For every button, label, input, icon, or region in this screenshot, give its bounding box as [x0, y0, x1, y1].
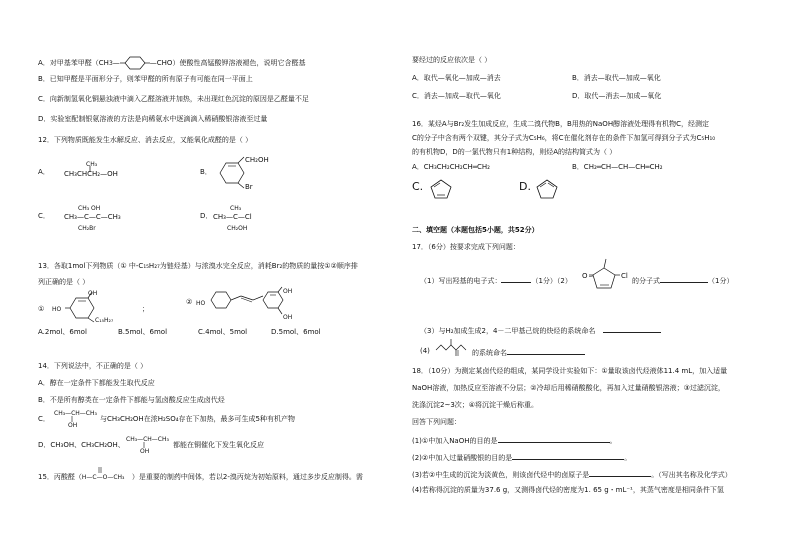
q12-d-formula: CH₃—C—Cl — [213, 213, 252, 221]
q13-mol2-ho: HO — [196, 300, 206, 307]
q18-line-4: 回答下列问题： — [412, 418, 461, 426]
q12-c-bot: CH₂Br — [78, 225, 96, 232]
q17-part-2: 的分子式 （1分） — [632, 277, 734, 285]
q13-mol2-label: ② — [186, 298, 193, 306]
q13-stem-2: 列正确的是（ ） — [38, 278, 90, 286]
q13-mol1-ho: HO — [52, 306, 62, 313]
q16-option-c-label: C. — [412, 180, 424, 193]
q12-a-top: CH₃ — [86, 161, 98, 168]
q14-option-b: B．不是所有醇类在一定条件下都能与氢卤酸反应生成卤代烃 — [38, 396, 225, 404]
q14-option-c-mol-top: CH₃—CH—CH₃ — [54, 410, 97, 417]
q12-stem: 12．下列物质既能发生水解反应、消去反应，又能氧化成醛的是（ ） — [38, 136, 253, 144]
q17-alkene-skeleton-icon — [434, 338, 468, 356]
q12-c-formula: CH₃—C—C—CH₃ — [64, 213, 121, 221]
q15-option-a: A．取代—氧化—加成—消去 — [412, 74, 501, 82]
q12-label-a: A． — [38, 168, 50, 176]
q17-part-1: （1）写出羟基的电子式： （1分）（2） — [420, 277, 572, 285]
q13-option-a: A.2mol、6mol — [38, 328, 87, 336]
q13-stem-1: 13．各取1mol下列物质（① 中-C₁₅H₂₇为链烃基）与浓溴水完全反应，消耗Br₂的物质的量按①②顺序排 — [38, 262, 358, 270]
q12-b-br: Br — [245, 183, 253, 191]
q12-label-b: B． — [200, 168, 212, 176]
q18-answer-1: (1)①中加入NaOH的目的是 。 — [412, 437, 617, 445]
q18-line-2: NaOH溶液，加热反应至溶液不分层；②冷却后用稀硝酸酸化，再加入过量硝酸银溶液；③过滤沉淀， — [412, 384, 725, 392]
q13-option-b: B.5mol、6mol — [118, 328, 168, 336]
q14-option-c-text: 与CH₃CH₂OH在浓H₂SO₄存在下加热，最多可生成5种有机产物 — [100, 415, 295, 423]
q13-mol2-oh1: OH — [283, 288, 293, 295]
q17-part-4-label: (4) — [420, 347, 430, 355]
q16-option-d-label: D. — [519, 180, 531, 193]
q12-b-ch2oh: CH₂OH — [245, 156, 269, 164]
q13-option-c: C.4mol、5mol — [198, 328, 248, 336]
q15-option-d: D．取代—消去—加成—氧化 — [572, 92, 662, 100]
q14-option-d-mol-bot: OH — [140, 448, 150, 455]
q18-line-1: 18．（10分）为测定某卤代烃的组成，某同学设计实验如下：①量取该卤代烃液体11.4 mL，加入适量 — [412, 367, 728, 375]
q17-part-4: 的系统命名 — [472, 347, 585, 358]
q16-line-3: 的有机物D，D的一氯代物只有1种结构，则烃A的结构简式为（ ） — [412, 148, 617, 156]
q12-a-bond — [89, 166, 91, 172]
q16-option-b: B．CH₂═CH—CH—CH═CH₂ — [572, 163, 663, 171]
q17-stem: 17．（6分）按要求完成下列问题： — [412, 243, 520, 251]
q12-d-bot: CH₂OH — [227, 225, 248, 232]
q14-option-c-mol-bot: OH — [68, 422, 78, 429]
q18-answer-4: (4)若称得沉淀的质量为37.6 g，又测得卤代烃的密度为1. 65 g・mL⁻¹，其蒸气密度是相同条件下氢 — [412, 486, 724, 494]
q13-mol2-oh2: OH — [283, 314, 293, 321]
section-two-title: 二、填空题（本题包括5小题，共52分） — [412, 226, 539, 234]
benzene-ring-icon — [120, 56, 150, 70]
q16-line-2: C的分子中含有两个双键，其分子式为C₅H₆，将C在催化剂存在的条件下加氢可得到分子式为C₅H₁₀ — [412, 134, 716, 142]
q17-part-3: （3）与H₂加成生成2，4－二甲基己烷的炔烃的系统命名 — [420, 325, 661, 336]
cyclopentene-ring-icon — [534, 178, 560, 200]
q14-option-a: A．醇在一定条件下都能发生取代反应 — [38, 379, 155, 387]
q13-mol1-label: ① — [38, 305, 45, 313]
q12-label-c: C． — [38, 212, 50, 220]
q13-separator: ； — [142, 305, 149, 313]
q17-oxygen-atom: O — [582, 272, 588, 280]
q14-option-d-pre: D．CH₃OH、CH₃CH₂OH、 — [38, 441, 125, 449]
q13-option-d: D.5mol、6mol — [271, 328, 321, 336]
q15-carbonyl-icon — [94, 466, 114, 474]
q12-a-formula: CH₃CHCH₂—OH — [64, 170, 118, 178]
q12-d-top: CH₃ — [230, 205, 242, 212]
q11-option-a: A．对甲基苯甲醛（CH3— —CHO）使酸性高锰酸钾溶液褪色，说明它含醛基 — [38, 56, 305, 70]
q16-option-a: A．CH₃CH₂CH₂CH═CH₂ — [412, 163, 490, 171]
q18-line-3: 洗涤沉淀2~3次；④将沉淀干燥后称重。 — [412, 401, 539, 409]
q11-option-c: C．向新制氢氧化铜悬浊液中滴入乙醛溶液并加热，未出现红色沉淀的原因是乙醛量不足 — [38, 95, 309, 103]
q14-option-d-mol-top: CH₃—CH—CH₃ — [126, 436, 169, 443]
q15-option-b: B．消去—取代—加成—氧化 — [572, 74, 661, 82]
q15-continuation: 要经过的反应依次是（ ） — [412, 56, 492, 64]
q13-mol1-r: C₁₅H₂₇ — [95, 317, 114, 324]
q17-chlorine-atom: Cl — [621, 272, 628, 280]
q15-stem: 15．丙酸醛（ H—C—O—CH₃ ）是重要的制药中间体，若以2-溴丙烷为初始原料，通过多步反应制得。需 — [38, 473, 363, 482]
q13-mol1-oh: OH — [88, 290, 98, 297]
q11-option-b: B．已知甲醛是平面形分子，则苯甲醛的所有原子有可能在同一平面上 — [38, 75, 253, 83]
q17-cyclopentenone-icon — [584, 258, 624, 296]
q14-option-d-text: 都能在铜催化下发生氧化反应 — [173, 441, 264, 449]
q12-c-top: CH₃ OH — [78, 205, 101, 212]
q11-option-d: D．实验室配制银氨溶液的方法是向稀氨水中逐滴滴入稀硝酸银溶液至过量 — [38, 115, 268, 123]
cyclopentadiene-ring-icon — [428, 178, 454, 200]
q15-option-c: C．消去—加成—取代—氧化 — [412, 92, 501, 100]
q18-answer-2: (2)②中加入过量硝酸银的目的是 。 — [412, 454, 632, 462]
q16-line-1: 16．某烃A与Br₂发生加成反应，生成二溴代物B，B用热的NaOH醇溶液处理得有机物C，经测定 — [412, 120, 709, 128]
q18-answer-3: (3)若②中生成的沉淀为淡黄色，则该卤代烃中的卤原子是 。（写出其名称及化学式） — [412, 471, 732, 479]
q14-stem: 14．下列说法中，不正确的是（ ） — [38, 362, 148, 370]
q12-label-d: D． — [200, 212, 213, 220]
q14-option-c-label: C． — [38, 415, 50, 423]
